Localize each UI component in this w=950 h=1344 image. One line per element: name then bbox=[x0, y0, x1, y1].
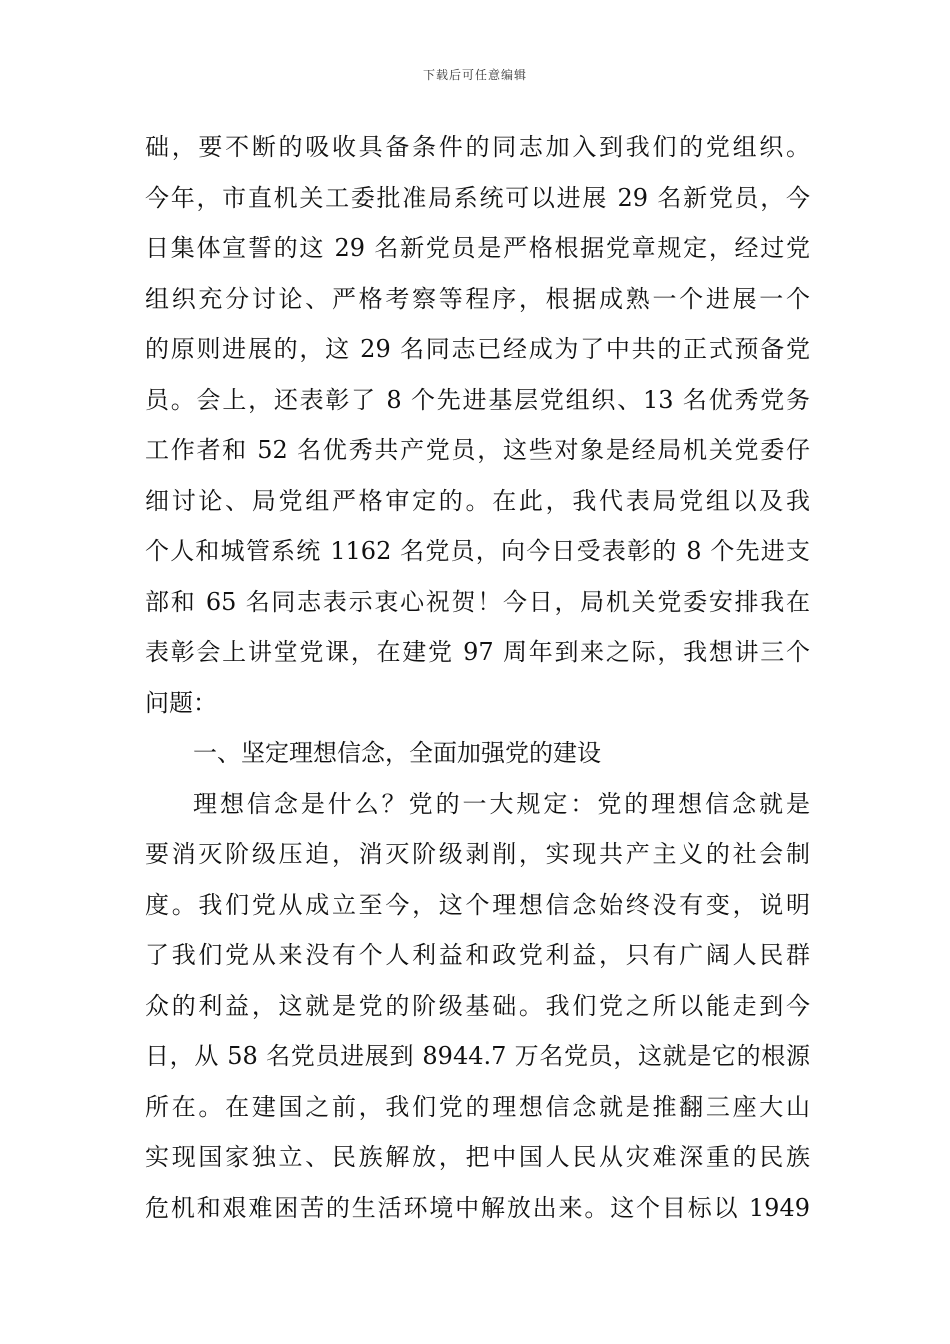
text-line: 度。我们党从成立至今，这个理想信念始终没有变，说明 bbox=[145, 890, 810, 919]
text-line: 细讨论、局党组严格审定的。在此，我代表局党组以及我 bbox=[145, 486, 810, 515]
page-header-note: 下载后可任意编辑 bbox=[422, 68, 527, 82]
text-line: 问题： bbox=[145, 688, 217, 717]
text-line: 日，从 58 名党员进展到 8944.7 万名党员，这就是它的根源 bbox=[145, 1042, 810, 1070]
text-line: 组织充分讨论、严格考察等程序，根据成熟一个进展一个 bbox=[145, 284, 810, 313]
text-line: 的原则进展的，这 29 名同志已经成为了中共的正式预备党 bbox=[145, 335, 810, 363]
text-line: 个人和城管系统 1162 名党员，向今日受表彰的 8 个先进支 bbox=[145, 537, 810, 565]
text-line: 员。会上，还表彰了 8 个先进基层党组织、13 名优秀党务 bbox=[145, 385, 810, 414]
text-line: 今年，市直机关工委批准局系统可以进展 29 名新党员，今 bbox=[145, 183, 810, 212]
text-line: 工作者和 52 名优秀共产党员，这些对象是经局机关党委仔 bbox=[145, 436, 810, 464]
text-line: 表彰会上讲堂党课，在建党 97 周年到来之际，我想讲三个 bbox=[145, 638, 810, 666]
text-line: 要消灭阶级压迫，消灭阶级剥削，实现共产主义的社会制 bbox=[145, 840, 810, 868]
text-line: 部和 65 名同志表示衷心祝贺！今日，局机关党委安排我在 bbox=[145, 587, 810, 616]
text-line: 众的利益，这就是党的阶级基础。我们党之所以能走到今 bbox=[145, 991, 810, 1020]
text-line: 危机和艰难困苦的生活环境中解放出来。这个目标以 1949 bbox=[145, 1193, 810, 1222]
text-line: 所在。在建国之前，我们党的理想信念就是推翻三座大山 bbox=[145, 1092, 810, 1121]
document-body bbox=[145, 122, 810, 1233]
text-line: 础，要不断的吸收具备条件的同志加入到我们的党组织。 bbox=[145, 133, 810, 161]
text-line: 一、坚定理想信念，全面加强党的建设 bbox=[193, 739, 601, 767]
text-line: 实现国家独立、民族解放，把中国人民从灾难深重的民族 bbox=[145, 1143, 810, 1171]
text-line: 理想信念是什么？党的一大规定：党的理想信念就是 bbox=[193, 789, 810, 818]
text-line: 日集体宣誓的这 29 名新党员是严格根据党章规定，经过党 bbox=[145, 234, 810, 262]
text-line: 了我们党从来没有个人利益和政党利益，只有广阔人民群 bbox=[145, 941, 810, 969]
